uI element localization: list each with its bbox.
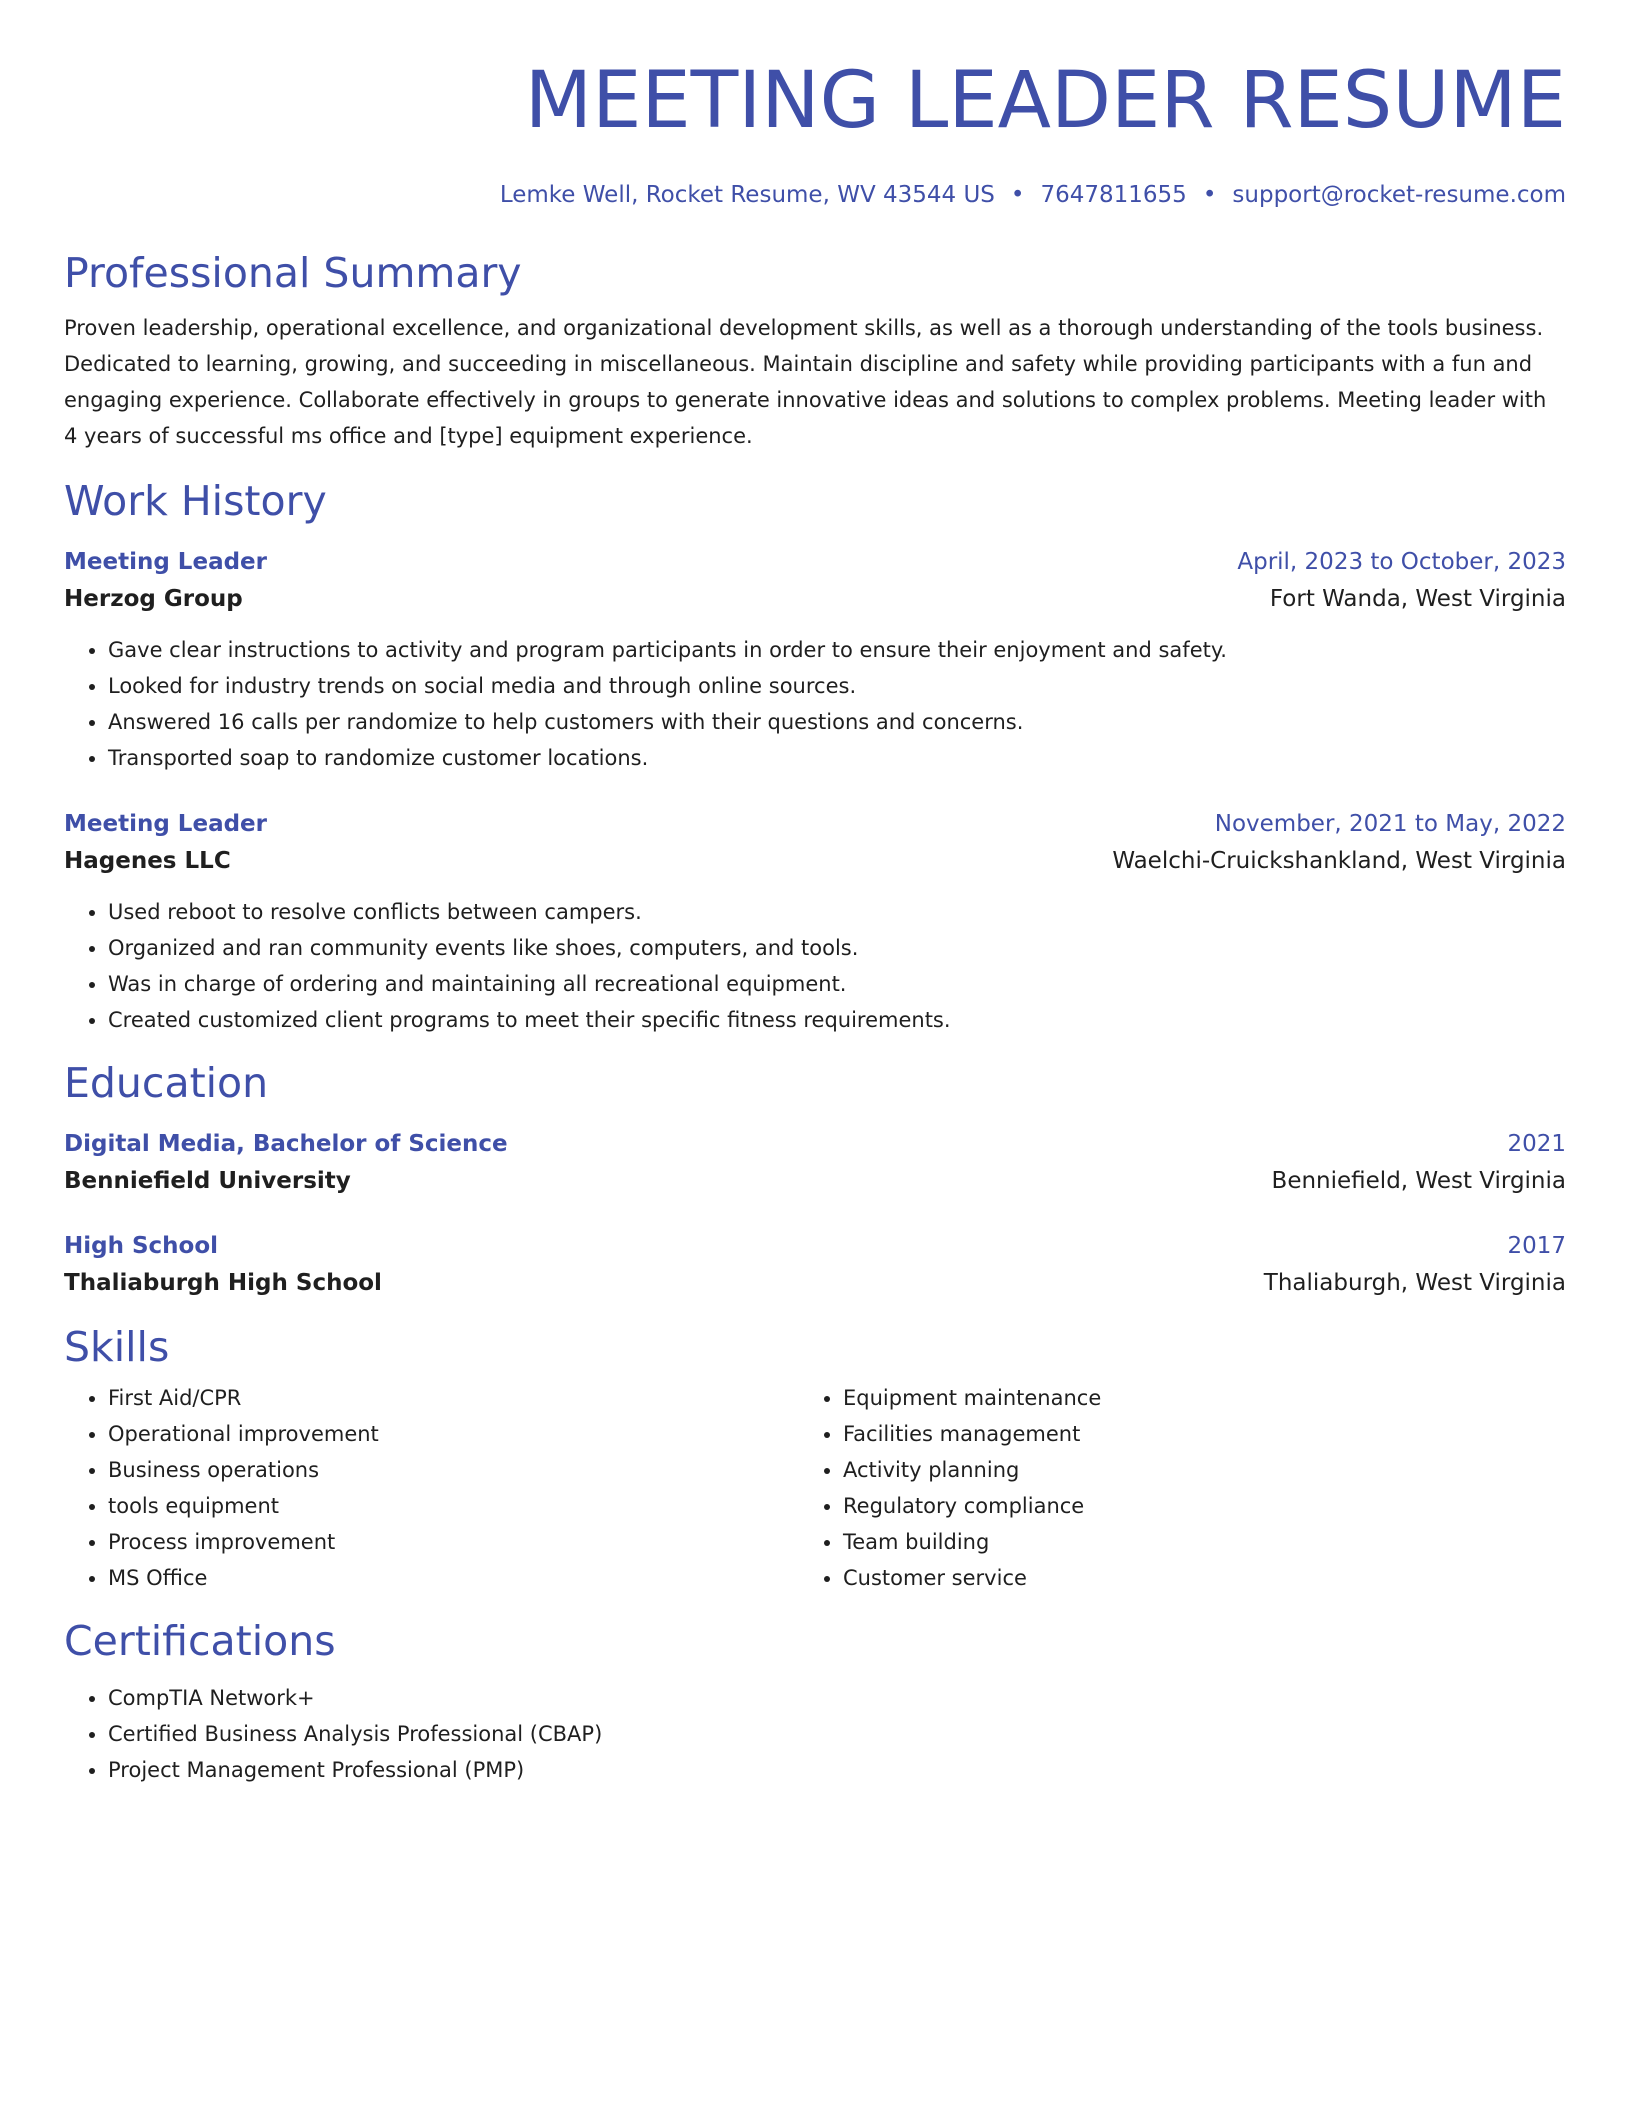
resume-title: MEETING LEADER RESUME: [524, 56, 1566, 146]
contact-line: [64, 180, 1566, 210]
section-heading-work-history: Work History: [64, 477, 327, 525]
list-item: • Created customized client programs to meet their specific fitness requirements.: [108, 1002, 1566, 1038]
list-item: • Answered 16 calls per randomize to help customers with their questions and concerns.: [108, 704, 1566, 740]
education-location: Benniefield, West Virginia: [1271, 1168, 1566, 1194]
job-title: Meeting Leader: [64, 549, 267, 575]
job-bullets: [64, 632, 1566, 776]
skills-list: [799, 1380, 1534, 1596]
education-degree: Digital Media, Bachelor of Science: [64, 1131, 508, 1157]
list-item: • Organized and ran community events like shoes, computers, and tools.: [108, 930, 1566, 966]
list-item: • Customer service: [843, 1560, 1534, 1596]
list-item: • tools equipment: [108, 1488, 799, 1524]
list-item: • Process improvement: [108, 1524, 799, 1560]
education-year: 2021: [1507, 1131, 1566, 1157]
list-item: • Regulatory compliance: [843, 1488, 1534, 1524]
skills-list: [64, 1380, 799, 1596]
list-item: • Looked for industry trends on social media and through online sources.: [108, 668, 1566, 704]
list-item: • Was in charge of ordering and maintaining all recreational equipment.: [108, 966, 1566, 1002]
job-company: Hagenes LLC: [64, 848, 231, 874]
list-item: • CompTIA Network+: [108, 1680, 1566, 1716]
list-item: • MS Office: [108, 1560, 799, 1596]
contact-address: Lemke Well, Rocket Resume, WV 43544 US: [499, 182, 995, 208]
list-item: • Operational improvement: [108, 1416, 799, 1452]
job-company: Herzog Group: [64, 586, 243, 612]
contact-email: support@rocket-resume.com: [1232, 182, 1566, 208]
job-dates: April, 2023 to October, 2023: [1237, 549, 1566, 575]
job-entry: [64, 806, 1566, 1038]
list-item: • Project Management Professional (PMP): [108, 1752, 1566, 1788]
job-entry: [64, 544, 1566, 776]
section-heading-certifications: Certifications: [64, 1617, 336, 1665]
education-school: Benniefield University: [64, 1168, 351, 1194]
education-degree: High School: [64, 1233, 219, 1259]
education-year: 2017: [1507, 1233, 1566, 1259]
section-heading-education: Education: [64, 1059, 269, 1107]
certifications-list: [64, 1680, 1566, 1788]
list-item: • Equipment maintenance: [843, 1380, 1534, 1416]
skills-column-left: [64, 1380, 799, 1596]
job-bullets: [64, 894, 1566, 1038]
job-location: Fort Wanda, West Virginia: [1269, 586, 1566, 612]
separator-dot: •: [1202, 182, 1217, 208]
skills-column-right: [799, 1380, 1534, 1596]
job-dates: November, 2021 to May, 2022: [1214, 811, 1566, 837]
job-title: Meeting Leader: [64, 811, 267, 837]
list-item: • Gave clear instructions to activity and program participants in order to ensure their enjoyment and safety.: [108, 632, 1566, 668]
summary-text: Proven leadership, operational excellence, and organizational development skills, as well as a thorough understanding of the tools business. Dedicated to learning, growing, and succeeding in miscellaneous. Maintain discipline and safety while providing participants with a fun and engaging experience. Collaborate effectively in groups to generate innovative ideas and solutions to complex problems. Meeting leader with 4 years of successful ms office and [type] equipment experience.: [64, 316, 1547, 448]
education-entry: [64, 1126, 1566, 1200]
list-item: • Used reboot to resolve conflicts between campers.: [108, 894, 1566, 930]
list-item: • Activity planning: [843, 1452, 1534, 1488]
section-heading-skills: Skills: [64, 1323, 170, 1371]
list-item: • Facilities management: [843, 1416, 1534, 1452]
education-entry: [64, 1228, 1566, 1302]
separator-dot: •: [1010, 182, 1025, 208]
list-item: • Business operations: [108, 1452, 799, 1488]
list-item: • First Aid/CPR: [108, 1380, 799, 1416]
resume-page: [64, 0, 1566, 1788]
education-school: Thaliaburgh High School: [64, 1270, 382, 1296]
job-location: Waelchi-Cruickshankland, West Virginia: [1112, 848, 1566, 874]
skills-grid: [64, 1380, 1566, 1596]
list-item: • Transported soap to randomize customer locations.: [108, 740, 1566, 776]
list-item: • Team building: [843, 1524, 1534, 1560]
contact-phone: 7647811655: [1040, 182, 1187, 208]
section-heading-summary: Professional Summary: [64, 249, 522, 297]
education-location: Thaliaburgh, West Virginia: [1263, 1270, 1566, 1296]
list-item: • Certified Business Analysis Professional (CBAP): [108, 1716, 1566, 1752]
